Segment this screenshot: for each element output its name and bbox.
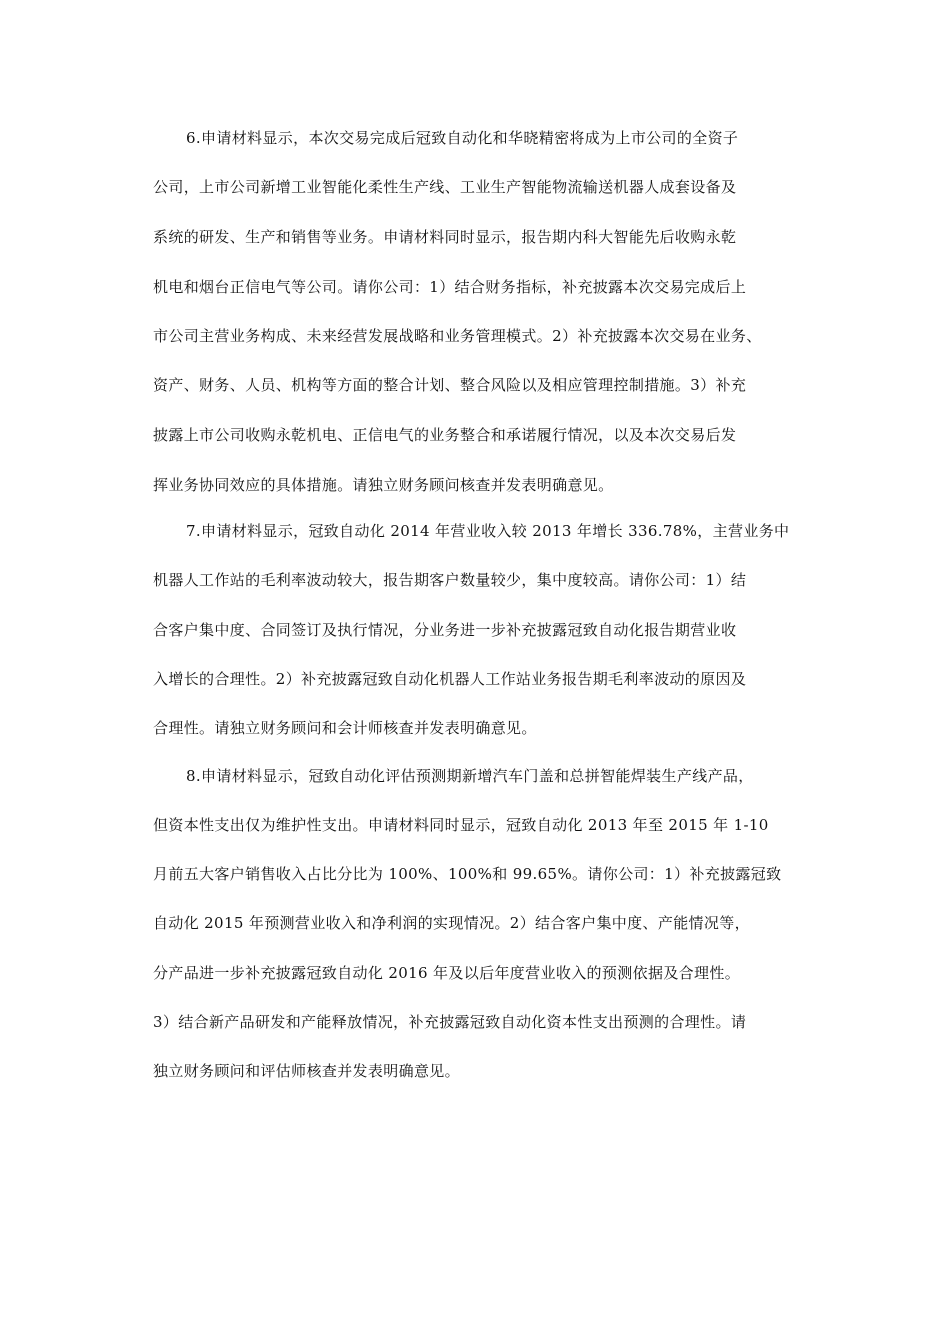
text-line: 6.申请材料显示，本次交易完成后冠致自动化和华晓精密将成为上市公司的全资子 (186, 129, 739, 147)
text-line: 合理性。请独立财务顾问和会计师核查并发表明确意见。 (153, 719, 537, 737)
text-line: 系统的研发、生产和销售等业务。申请材料同时显示，报告期内科大智能先后收购永乾 (153, 228, 737, 246)
text-line: 8.申请材料显示，冠致自动化评估预测期新增汽车门盖和总拼智能焊装生产线产品， (186, 767, 754, 785)
text-line: 合客户集中度、合同签订及执行情况，分业务进一步补充披露冠致自动化报告期营业收 (153, 621, 737, 639)
text-line: 但资本性支出仅为维护性支出。申请材料同时显示，冠致自动化 2013 年至 2015 年 1-10 (153, 816, 769, 834)
text-line: 披露上市公司收购永乾机电、正信电气的业务整合和承诺履行情况，以及本次交易后发 (153, 426, 737, 444)
text-line: 机器人工作站的毛利率波动较大，报告期客户数量较少，集中度较高。请你公司：1）结 (153, 571, 747, 589)
text-line: 独立财务顾问和评估师核查并发表明确意见。 (153, 1062, 461, 1080)
text-line: 自动化 2015 年预测营业收入和净利润的实现情况。2）结合客户集中度、产能情况等， (153, 914, 750, 932)
text-line: 资产、财务、人员、机构等方面的整合计划、整合风险以及相应管理控制措施。3）补充 (153, 376, 747, 394)
text-line: 挥业务协同效应的具体措施。请独立财务顾问核查并发表明确意见。 (153, 476, 614, 494)
text-line: 公司，上市公司新增工业智能化柔性生产线、工业生产智能物流输送机器人成套设备及 (153, 178, 737, 196)
text-line: 7.申请材料显示，冠致自动化 2014 年营业收入较 2013 年增长 336.78%，主营业务中 (186, 522, 790, 540)
text-line: 市公司主营业务构成、未来经营发展战略和业务管理模式。2）补充披露本次交易在业务、 (153, 327, 762, 345)
text-line: 3）结合新产品研发和产能释放情况，补充披露冠致自动化资本性支出预测的合理性。请 (153, 1013, 747, 1031)
text-line: 机电和烟台正信电气等公司。请你公司：1）结合财务指标，补充披露本次交易完成后上 (153, 278, 747, 296)
text-line: 月前五大客户销售收入占比分比为 100%、100%和 99.65%。请你公司：1）补充披露冠致 (153, 865, 782, 883)
text-line: 入增长的合理性。2）补充披露冠致自动化机器人工作站业务报告期毛利率波动的原因及 (153, 670, 747, 688)
text-line: 分产品进一步补充披露冠致自动化 2016 年及以后年度营业收入的预测依据及合理性。 (153, 964, 741, 982)
